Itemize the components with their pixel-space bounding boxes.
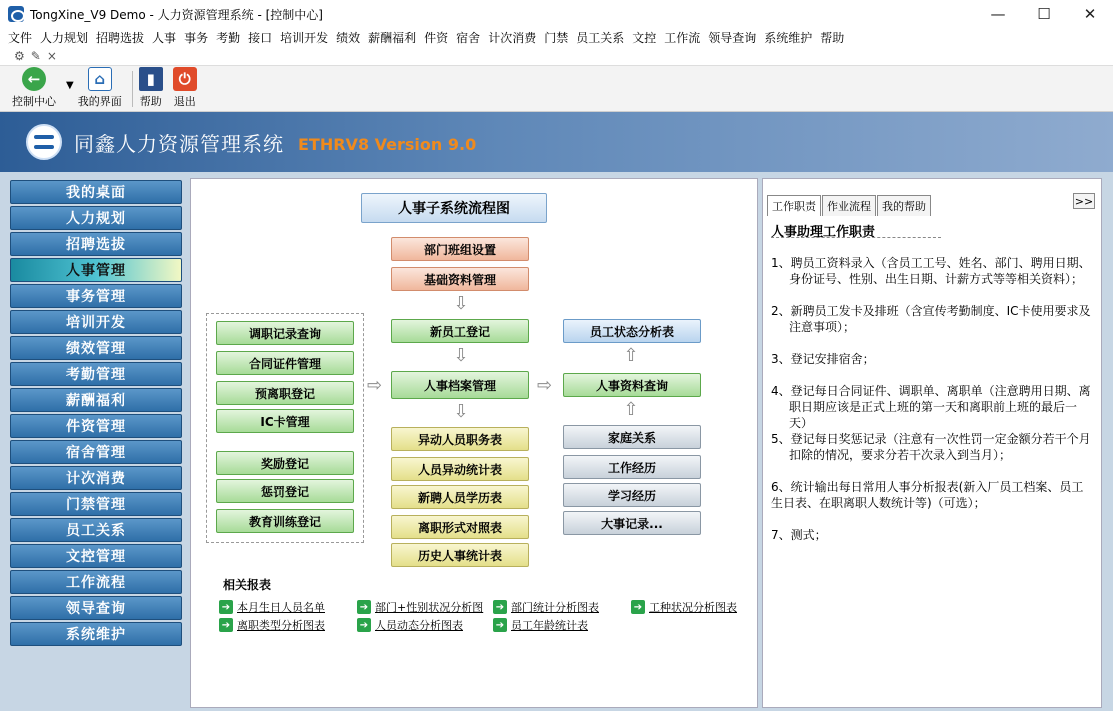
home-icon: ⌂ xyxy=(88,67,112,91)
report-link[interactable] xyxy=(219,617,325,633)
sidebar-item-document-control[interactable]: 文控管理 xyxy=(10,544,182,568)
workspace xyxy=(0,172,1113,711)
up-arrow-icon: ⇧ xyxy=(623,345,639,366)
edit-icon[interactable]: ✎ xyxy=(30,48,41,63)
report-link[interactable] xyxy=(357,599,483,615)
mdi-toolbar xyxy=(0,46,1113,66)
report-link-label: 人员动态分析图表 xyxy=(375,619,463,632)
maximize-button[interactable]: ☐ xyxy=(1037,5,1051,23)
personnel-query-button[interactable]: 人事资料查询 xyxy=(563,373,701,397)
mdi-close-button[interactable]: × xyxy=(46,48,57,63)
report-link[interactable] xyxy=(493,617,588,633)
dropdown-arrow-button[interactable] xyxy=(66,80,74,111)
down-arrow-icon: ⇩ xyxy=(453,293,469,314)
duty-item: 6、统计输出每日常用人事分析报表(新入厂员工档案、员工生日表、在职离职人数统计等)（可选）； xyxy=(771,480,1084,510)
sidebar-item-hr-planning[interactable]: 人力规划 xyxy=(10,206,182,230)
sidebar-item-system[interactable]: 系统维护 xyxy=(10,622,182,646)
arrow-right-icon: ➔ xyxy=(357,618,371,632)
main-toolbar xyxy=(0,66,1113,112)
right-arrow-icon: ⇨ xyxy=(367,375,383,396)
ic-card-button[interactable]: IC卡管理 xyxy=(216,409,354,433)
tab-workflow[interactable]: 作业流程 xyxy=(822,195,876,216)
sidebar-item-recruitment[interactable]: 招聘选拔 xyxy=(10,232,182,256)
transfer-stat-report[interactable]: 人员异动统计表 xyxy=(391,457,529,481)
menu-payroll[interactable]: 薪酬福利 xyxy=(368,30,417,45)
sidebar-item-piecework[interactable]: 件资管理 xyxy=(10,414,182,438)
duties-heading: 人事助理工作职责 xyxy=(771,225,876,240)
minimize-button[interactable]: — xyxy=(990,5,1006,23)
dropdown-arrow-icon: ▼ xyxy=(66,80,74,91)
sidebar-item-dormitory[interactable]: 宿舍管理 xyxy=(10,440,182,464)
work-experience-button[interactable]: 工作经历 xyxy=(563,455,701,479)
resign-type-report[interactable]: 离职形式对照表 xyxy=(391,515,529,539)
tab-my-help[interactable]: 我的帮助 xyxy=(877,195,931,216)
exit-button[interactable] xyxy=(173,67,197,111)
app-logo-icon xyxy=(8,6,24,22)
education-button[interactable]: 学习经历 xyxy=(563,483,701,507)
book-icon: ▮ xyxy=(139,67,163,91)
sidebar-item-affairs[interactable]: 事务管理 xyxy=(10,284,182,308)
training-record-button[interactable]: 教育训练登记 xyxy=(216,509,354,533)
info-panel xyxy=(762,178,1102,708)
menu-dormitory[interactable]: 宿舍 xyxy=(456,30,481,45)
sidebar-item-training[interactable]: 培训开发 xyxy=(10,310,182,334)
expand-button[interactable]: >> xyxy=(1074,194,1094,208)
report-link-label: 部门+性别状况分析图 xyxy=(375,601,484,614)
menu-system[interactable]: 系统维护 xyxy=(764,30,813,45)
sidebar-item-personnel[interactable]: 人事管理 xyxy=(10,258,182,282)
banner-title: 同鑫人力资源管理系统 xyxy=(74,131,284,156)
personnel-archive-button[interactable]: 人事档案管理 xyxy=(391,371,529,399)
pre-resign-button[interactable]: 预离职登记 xyxy=(216,381,354,405)
dept-team-setup-button[interactable]: 部门班组设置 xyxy=(391,237,529,261)
arrow-right-icon: ➔ xyxy=(493,600,507,614)
report-link[interactable] xyxy=(219,599,325,615)
banner-version: ETHRV8 Version 9.0 xyxy=(298,134,477,154)
down-arrow-icon: ⇩ xyxy=(453,345,469,366)
close-button[interactable]: ✕ xyxy=(1083,5,1097,23)
report-link[interactable] xyxy=(357,617,463,633)
my-interface-label: 我的界面 xyxy=(77,95,122,108)
menu-hr-planning[interactable]: 人力规划 xyxy=(40,30,89,45)
menu-performance[interactable]: 绩效 xyxy=(336,30,361,45)
menu-consumption[interactable]: 计次消费 xyxy=(488,30,537,45)
report-link-label: 离职类型分析图表 xyxy=(237,619,325,632)
duty-item: 2、新聘员工发卡及排班（含宣传考勤制度、IC卡使用要求及注意事项）； xyxy=(771,304,1091,334)
new-hire-education-report[interactable]: 新聘人员学历表 xyxy=(391,485,529,509)
menu-affairs[interactable]: 事务 xyxy=(184,30,209,45)
tab-duties[interactable]: 工作职责 xyxy=(767,195,821,216)
company-logo-icon xyxy=(26,124,62,160)
info-tabs xyxy=(767,195,932,216)
report-link-label: 员工年龄统计表 xyxy=(511,619,588,632)
sidebar-item-performance[interactable]: 绩效管理 xyxy=(10,336,182,360)
menu-personnel[interactable]: 人事 xyxy=(152,30,177,45)
menu-attendance[interactable]: 考勤 xyxy=(216,30,241,45)
report-link-label: 工种状况分析图表 xyxy=(649,601,737,614)
back-arrow-icon: ← xyxy=(22,67,46,91)
flowchart-title: 人事子系统流程图 xyxy=(361,193,547,223)
menu-bar xyxy=(0,28,1113,46)
arrow-right-icon: ➔ xyxy=(219,618,233,632)
menu-employee-relations[interactable]: 员工关系 xyxy=(576,30,625,45)
help-button[interactable] xyxy=(139,67,163,111)
gear-icon[interactable]: ⚙ xyxy=(14,48,25,63)
sidebar-item-access-control[interactable]: 门禁管理 xyxy=(10,492,182,516)
arrow-right-icon: ➔ xyxy=(219,600,233,614)
reports-heading: 相关报表 xyxy=(223,578,272,592)
arrow-right-icon: ➔ xyxy=(493,618,507,632)
right-arrow-icon: ⇨ xyxy=(537,375,553,396)
base-data-button[interactable]: 基础资料管理 xyxy=(391,267,529,291)
menu-leader-query[interactable]: 领导查询 xyxy=(708,30,757,45)
sidebar-item-consumption[interactable]: 计次消费 xyxy=(10,466,182,490)
history-stat-report[interactable]: 历史人事统计表 xyxy=(391,543,529,567)
title-bar xyxy=(0,0,1113,28)
arrow-right-icon: ➔ xyxy=(631,600,645,614)
menu-file[interactable]: 文件 xyxy=(8,30,33,45)
power-icon: ⏻ xyxy=(173,67,197,91)
duty-item: 7、测式； xyxy=(771,528,827,542)
control-center-label: 控制中心 xyxy=(12,95,56,108)
report-link[interactable] xyxy=(631,599,737,615)
arrow-right-icon: ➔ xyxy=(357,600,371,614)
events-button[interactable]: 大事记录... xyxy=(563,511,701,535)
flowchart-panel xyxy=(190,178,758,708)
menu-training[interactable]: 培训开发 xyxy=(280,30,329,45)
my-interface-button[interactable] xyxy=(78,67,122,111)
heading-divider xyxy=(771,237,941,238)
duty-item: 4、登记每日合同证件、调职单、离职单（注意聘用日期、离职日期应该是正式上班的第一天和离职前上班的最后一天） xyxy=(771,384,1091,430)
sidebar-item-attendance[interactable]: 考勤管理 xyxy=(10,362,182,386)
contract-button[interactable]: 合同证件管理 xyxy=(216,351,354,375)
menu-help[interactable]: 帮助 xyxy=(820,30,845,45)
toolbar-divider xyxy=(132,71,133,107)
reward-button[interactable]: 奖励登记 xyxy=(216,451,354,475)
sidebar xyxy=(10,180,182,648)
duty-item: 5、登记每日奖惩记录（注意有一次性罚一定金额分若干个月扣除的情况，要求分若干次录入到当月）； xyxy=(771,432,1091,462)
menu-document-control[interactable]: 文控 xyxy=(632,30,657,45)
sidebar-item-employee-relations[interactable]: 员工关系 xyxy=(10,518,182,542)
status-analysis-button[interactable]: 员工状态分析表 xyxy=(563,319,701,343)
control-center-button[interactable] xyxy=(12,67,56,111)
help-label: 帮助 xyxy=(139,95,162,108)
down-arrow-icon: ⇩ xyxy=(453,401,469,422)
up-arrow-icon: ⇧ xyxy=(623,399,639,420)
menu-recruitment[interactable]: 招聘选拔 xyxy=(96,30,145,45)
menu-workflow[interactable]: 工作流 xyxy=(664,30,701,45)
menu-access-control[interactable]: 门禁 xyxy=(544,30,569,45)
app-banner xyxy=(0,112,1113,172)
sidebar-item-workflow[interactable]: 工作流程 xyxy=(10,570,182,594)
duties-text[interactable] xyxy=(771,255,1093,559)
duty-item: 1、聘员工资料录入（含员工工号、姓名、部门、聘用日期、身份证号、性别、出生日期、计薪方式等等相关资料）； xyxy=(771,256,1091,286)
transfer-position-report[interactable]: 异动人员职务表 xyxy=(391,427,529,451)
punishment-button[interactable]: 惩罚登记 xyxy=(216,479,354,503)
report-link[interactable] xyxy=(493,599,599,615)
sidebar-item-desktop[interactable]: 我的桌面 xyxy=(10,180,182,204)
exit-label: 退出 xyxy=(173,95,196,108)
transfer-record-button[interactable]: 调职记录查询 xyxy=(216,321,354,345)
menu-piecework[interactable]: 件资 xyxy=(424,30,449,45)
menu-interface[interactable]: 接口 xyxy=(248,30,273,45)
report-link-label: 部门统计分析图表 xyxy=(511,601,599,614)
report-link-label: 本月生日人员名单 xyxy=(237,601,325,614)
sidebar-item-payroll[interactable]: 薪酬福利 xyxy=(10,388,182,412)
duty-item: 3、登记安排宿舍； xyxy=(771,352,875,366)
sidebar-item-leader-query[interactable]: 领导查询 xyxy=(10,596,182,620)
new-employee-button[interactable]: 新员工登记 xyxy=(391,319,529,343)
window-title: TongXine_V9 Demo - 人力资源管理系统 - [控制中心] xyxy=(30,7,323,22)
family-button[interactable]: 家庭关系 xyxy=(563,425,701,449)
